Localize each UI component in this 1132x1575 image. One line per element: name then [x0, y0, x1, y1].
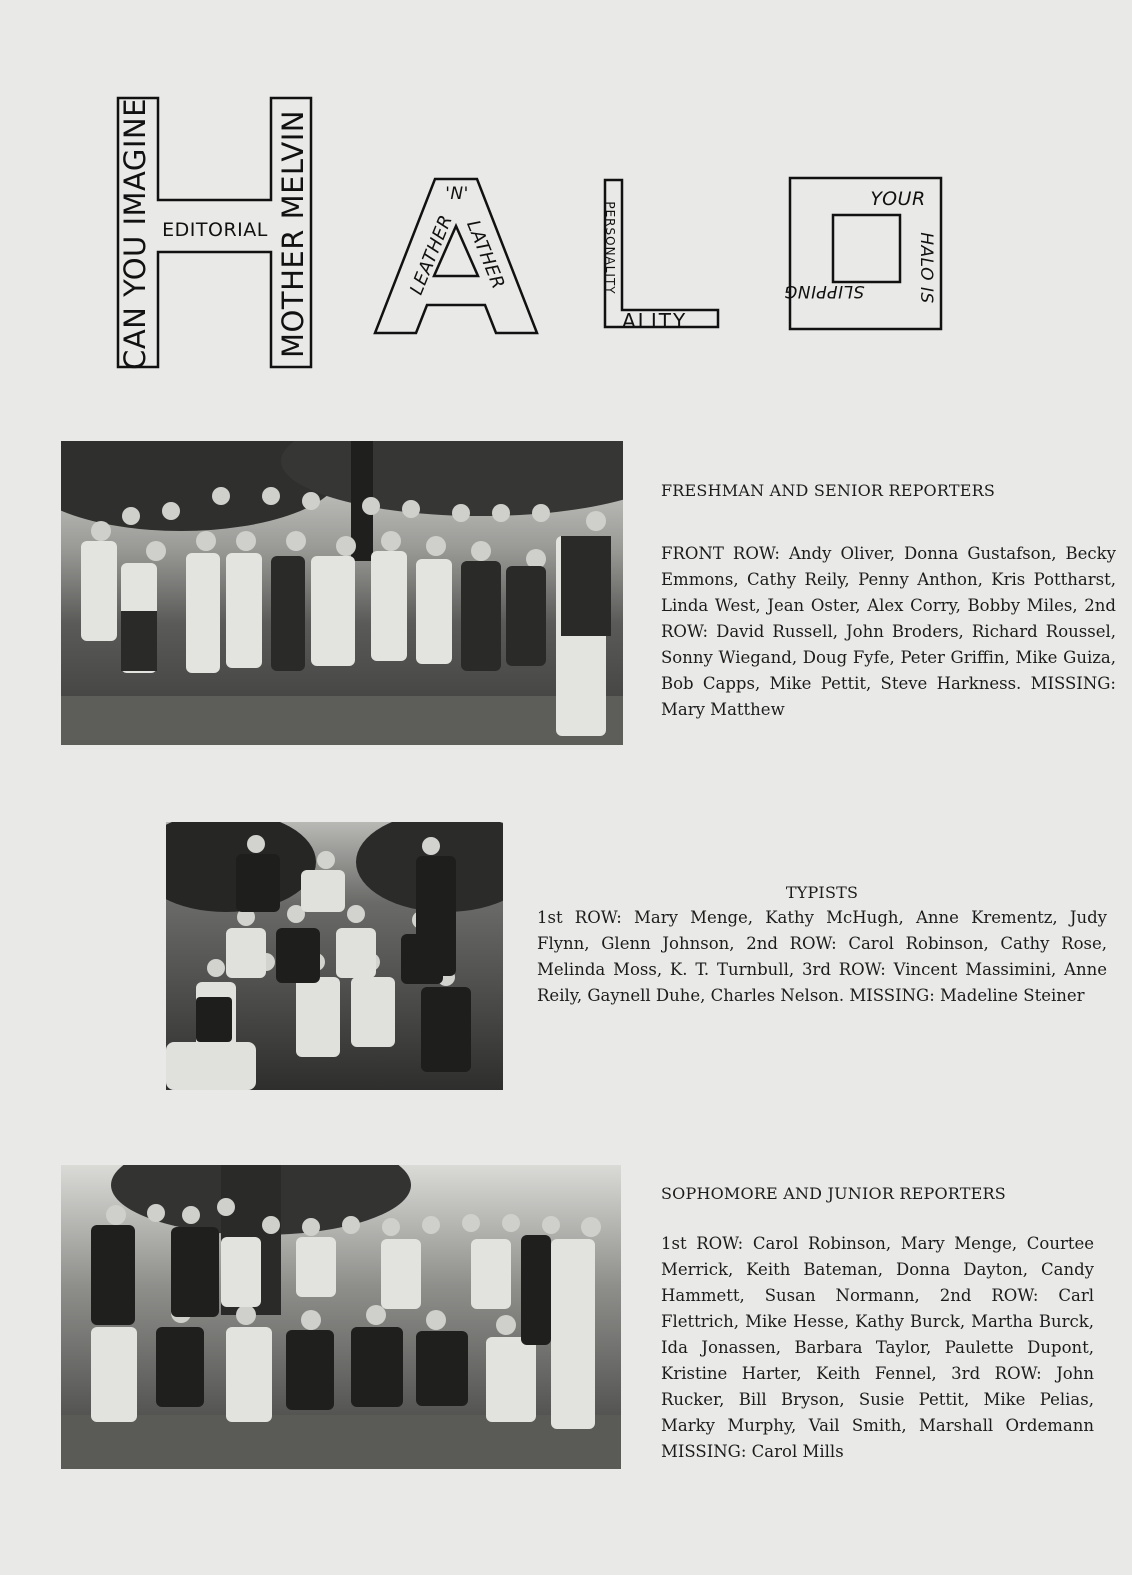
- caption-freshman-senior: FRONT ROW: Andy Oliver, Donna Gustafson, Becky Emmons, Cathy Reily, Penny Anthon, Kris Pottharst, Linda West, Jean Oster, Alex Corry, Bobby Miles, 2nd ROW: David Russell, John Broders, Richard Roussel, Sonny Wiegand, Doug Fyfe, Peter Griffin, Mike Guiza, Bob Capps, Mike Pettit, Steve Harkness. MISSING: Mary Matthew: [661, 544, 1116, 719]
- group-photo-typists: [166, 822, 503, 1090]
- o-top-text: YOUR: [870, 188, 926, 210]
- section-heading-typists: TYPISTS: [785, 883, 859, 902]
- a-left-text: LEATHER: [406, 211, 458, 298]
- caption-typists: 1st ROW: Mary Menge, Kathy McHugh, Anne Krementz, Judy Flynn, Glenn Johnson, 2nd ROW: Carol Robinson, Cathy Rose, Melinda Moss, K. T. Turnbull, 3rd ROW: Vincent Massimini, Anne Reily, Gaynell Duhe, Charles Nelson. MISSING: Madeline Steiner: [537, 908, 1107, 1005]
- group-photo-sophomore-junior: [61, 1165, 621, 1469]
- l-bottom-text: ALITY: [622, 309, 688, 333]
- caption-sophomore-junior: 1st ROW: Carol Robinson, Mary Menge, Courtee Merrick, Keith Bateman, Donna Dayton, Candy Hammett, Susan Normann, 2nd ROW: Carl Flettrich, Mike Hesse, Kathy Burck, Martha Burck, Ida Jonassen, Barbara Taylor, Paulette Dupont, Kristine Harter, Keith Fennel, 3rd ROW: John Rucker, Bill Bryson, Susie Pettit, Mike Pelias, Marky Murphy, Vail Smith, Marshall Ordemann MISSING: Carol Mills: [661, 1234, 1094, 1461]
- h-left-text: CAN YOU IMAGINE: [118, 98, 152, 370]
- h-middle-text: EDITORIAL: [162, 219, 268, 241]
- letter-l-outline: [603, 178, 721, 330]
- l-vertical-text: PERSONALITY: [603, 201, 617, 295]
- a-top-text: 'N': [445, 184, 469, 204]
- section-heading-freshman-senior: FRESHMAN AND SENIOR REPORTERS: [661, 481, 995, 500]
- halo-title: [0, 0, 1132, 400]
- o-bottom-text: SLIPPING: [783, 281, 865, 301]
- o-right-text: HALO IS: [916, 232, 936, 304]
- h-right-text: MOTHER MELVIN: [276, 110, 310, 358]
- group-photo-freshman-senior: [61, 441, 623, 745]
- section-heading-sophomore-junior: SOPHOMORE AND JUNIOR REPORTERS: [661, 1184, 1006, 1203]
- a-right-text: LATHER: [462, 217, 509, 293]
